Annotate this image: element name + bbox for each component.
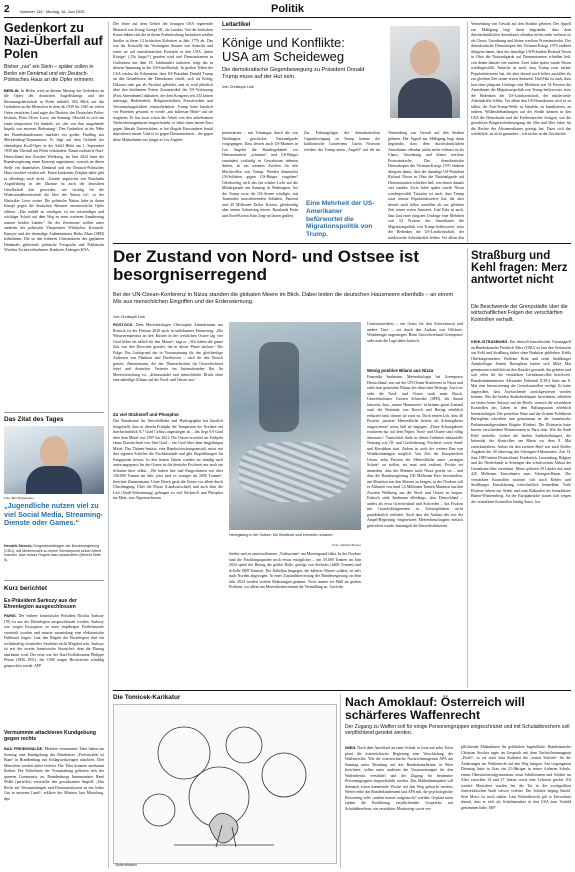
main-col3a: Unterwasserlärm – ein Graus für den Schweinswal und andere Tiere – sei durch den Ausbau von Offshore-Windenergie angestiegen. Beim Umweltverband Greenpeace sieht man die Lage daher kritisch. [367,322,463,343]
zitat-source: Hendrik Streeck, Drogenbeauftragter der Bundesregierung (CDU), will Medienzucht zu einem Schwerpunkt seiner Arbeit machen. Man müsse Regeln dazu ausarbeiten (Bericht Seite 5). [4,544,101,562]
zitat-photo-caption: Foto: Bert Bostelmann [4,496,34,500]
kurz-item2-title: Vermummte attackieren Kundgebung gegen rechts [4,730,96,743]
bottom-col2: pflichtende Maßnahmen für gefährdete Jugendliche. Bundeskanzler Christian Stocker sagte im Gespräch mit dem Nachrichtenmagazin „Profil“, es sei noch kein Kabinett die „ersten Schritte“ für die Änderungen am Waffenrecht auf den Weg bringen. Am vergangenen Dienstag hatte in Graz ein 21-Jähriger in seiner früheren Schule, einem Oberstufenrealgymnasium, neun Schülerinnen und Schüler im Alter zwischen 14 und 17 Jahren sowie eine Lehrerin getötet. Elf weitere Menschen wurden bei der Tat in der zweitgrößten österreichischen Stadt schwer verletzt. Der Schütze beging Suizid. Sein Motiv ist noch unklar. Laut Polizeibericht gilt er Einwohner darauf, dass er sich als Schulmassaker in den USA zum Vorbild genommen habe. AFP [461,745,571,810]
feature-byline: Von Christoph Link [222,85,254,90]
herring-photo-caption: Heringsfang in der Ostsee: Die Bestände sind erheblich reduziert. [229,533,334,537]
main-separator [113,243,571,244]
bottom-col1: WIEN. Nach dem Amoklauf an einer Schule in Graz mit zehn Toten plant die österreichische Regierung eine Verschärfung des Waffenrechts. Wie die österreichische Nachrichtenagentur APA am Samstag unter Berufung auf das Bundeskanzleramt in Wien berichtete, sollen unter anderem die Voraussetzungen für den Waffenbesitz verschärft und der Zugang für bestimmte Personengruppen eingeschränkt werden. Das Maßnahmenpaket soll demnach schon kommende Woche auf den Weg gebracht werden. Weiter teilte das Bundeskanzleramt laut APA mit, die psychologische Bewertung solle „zudem massiv aufgestockt“ werden. Geplant seien zudem die Einführung verpflichtender Gespräche mit Schulabbrechern, ein verstärktes Monitoring sowie ver- [345,745,453,811]
kurz-item2-body: BAD FREIENWALDE. Mehrere vermummte Täter haben am Sonntag eine Kundgebung des Bündnisses „Freienwalde ist Bunt“ in Brandenburg mit Schlagwerkzeugen attackiert. Drei Menschen wurden dabei verletzt. Die Täter konnten unerkannt fliehen. Die Teilnehmer der Veranstaltung gehörten teils der queeren Community an. Brandenburgs Innenminister René Wilke (parteilos) verurteilte den gewaltsamen Angriff: „Das Recht auf Versammlungen und Demonstrationen ist ein hohes Gut in unserem Land“, erklärte der Minister laut Mitteilung. dpa [4,746,104,801]
col2-continuation-text: Der letzte auf dem Gebiet der heutigen USA regierende Monarch war König George III., als Landon. Von der britischen Krone haben sich die in ihrem Freiheitsdrang bestärkten weißen Siedler in ihren 13 britischen Kolonien in Jahr 1776 ab. Das war der Kernzelle der Vereinigten Staaten von Amerika und wenn sie auf amerikanischen Protesten in den USA „keine Könige“ („No kings!“) gerufen wird und Demonstranten in Uniformen aus dem 18. Jahrhundert auftreten, folgt das in diesem Spannung in der US-Gesellschaft. In großen Teilen der USA wächst die Erkenntnis, dass US-Präsident Donald Trump an den Grundfesten der Demokratie rüttelt, sich als König, Diktator oder gar als Faschist gebärdet, und es wird plötzlich über den berühmten Ersten Zusatzartikel der US-Verfassung (First Amendment) diskutiert, der dem Kongress seit 234 Jahren untersagt, Redefreiheit, Religionsfreiheit, Pressefreiheit und Versammlungsfreiheit einzuschränken. Trump hatte kürzlich vor Protesten gewarnt, er werde „mit äußerster Härte“ auf sie reagieren. Er hat zwar schon die Arbeit von den unliebsamen Nachrichtenagenturen eingeschränkt, er führt einen harten Kurs gegen liberale Universitäten, er hat illegale Einwanderer brutal deportieren lassen. Und er ist gegen Demonstranten – die gegen diese Maßnahmen wie jüngst in Los Angeles [113,22,213,142]
art1-body: BERLIN. In Berlin wird an diesem Montag ein Gedenkort an die Opfer des deutschen Angriffskriegs und der Besatzungsherrschaft in Polen enthüllt. Mit Blick auf das Gedenken an die Menschen in dem ab 1939 bis 1945 an vielen Orten zerstörten Land sagte der Direktor des Deutschen Polen-Instituts, Peter Oliver Loew, am Sonntag: Obwohl es sich um einen temporären Ort handele, sei „der von ihm ausgehende Impuls von enormer Bedeutung“. Den Gedenkort in der Nähe des Bundeskanzleramts markiert ein großer Findling aus Mecklenburg-Vorpommern. Er liegt auf dem Gelände der ehemaligen Kroll-Oper, in der Adolf Hitler am 1. September 1939 den Überfall auf Polen verkündete. Damit realisierte Nazi-Deutschland den Zweiten Weltkrieg. Im Juni 2024 hatte die Bundesregierung einen Konzept angestimmt, wonach an dieser Stelle ein dauerhaftes Denkmal und ein Deutsch-Polnisches Haus errichtet werden soll. Einen konkreten Zeitplan dafür gibt es allerdings noch nicht. „Gerade angesichts von Russlands Angriffskrieg in der Ukraine ist auch der deutschen Gesellschaft klar geworden, wie wichtig für die Widerstandsbereitschaft die Idee der Nation ist“, so der Historiker Loew weiter. Die polnische Nation habe in ihrem Kampf gegen die deutschen Besatzer unermessliche Opfer erlitten. „Das enthält zu würdigen, ist ein notwendiger und wichtiger Schritt auf dem Weg zu einer weiteren Annäherung unserer beiden Länder.“ An der Zeremonie wollen unter anderem der polnische Vizepremier Wladyslaw Kosiniak-Kamysz und der ehemalige Außenminister Heiko Maas (SPD) teilnehmen. Die zu den früheren Unterstützern des geplanten Denkmals gehörende polnische Fotografin und Publizistin Wiesław Zwiera teilnehmen. Konkrete Anfragen KNA. [4,87,104,253]
issue-date: Nummer 136 · Montag, 16. Juni 2025 [20,9,85,14]
section-title: Politik [270,3,304,15]
main-col1-subhead: Zu viel Stickstoff und Phosphor [113,412,180,417]
feature-kicker: Leitartikel [222,22,312,30]
strasburg-title: Straßburg und Kehl fragen: Merz antwortet nicht [471,250,568,287]
main-col2: fördert und zu sauerstoffarmen „Todeszonen“ am Meeresgrund führt. In der Nordsee sind die Fischfanguquoten noch etwas erträglicher – mit 55.000 Tonnen im Jahr 2024 spielt der Hering die größte Rolle, gefolgt von Seelachs (4400 Tonnen) und Scholle (800 Tonnen). Der Kabeljau hingegen, der kälteres Wasser schätzt, ist teils nach Norden abgezogen. In einer Zustandsbewertung der Bundesregierung an dem Jahr 2024 werden weitere Belastungen genannt: Noch immer sei Müll im großen Problem, vor allem am Meeresboden nimmt die Vermüllung zu. Auch der [229,552,361,589]
kurz-item1-body: PARIS. Der frühere französische Präsident Nicolas Sarkozy (70) ist aus der Ehrenlegion ausgeschlossen worden. Sarkozy war wegen Korruption zu einer einjährigen Freiheitsstrafe verurteilt worden und musste monatelang eine elektronische Fußfessel tragen. Laut den Regeln der Ehrenlegion darf ein rechtskräftig verurteilter Straftäter nicht Mitglied sein. Sarkozy ist erst der zweite französische Staatschef, dem die Ehrung aberkannt wird. Der erste war der Nazi-Kollaborateur Philippe Pétain (1856–1951), der 1949 wegen Hochverrats schuldig gesprochen wurde. AFP [4,613,104,668]
feature-col1: protestierten – mit Tränengas durch die von Washington geschickte Nationalgarde vorgegangen. Dass derzeit auch US-Marines in Los Angeles die Bundesgebäude vor Demonstranten „schützen“ und US-Bürger zumindest vorläufig in Gewahrsam nehmen dürfen, ist ein weiteres Zeichen für den Machtwillen von Trump. Werden demnächst US-Soldaten gegen US-Bürger vorgehen? Gleichzeitig wirft das ein schales Licht auf die Militärparade am Samstag in Washington, bei der Trump zwar die US-Armee würdigte, mit Tausenden marschierenden Soldaten, Panzern und 45 Millionen Dollar Kosten, gleichzeitig aber seinen Geburtstag feierte. Russlands Putin und Nord-Koreas Kim Jong-un lassen grüßen. [222,131,298,218]
zitat-quote: „Jugendliche nutzen viel zu viel Social Media, Streaming-Dienste oder Games.“ [4,501,104,528]
page-number: 2 [4,4,10,15]
feature-col2-top: Zur Führungsfigur der demokratischen Gegenbewegung zu Trump könnte der kalifornische Gouverneur Gavin Newsom werden, der Trump einen „Angriff“ auf die im [304,131,380,152]
kurz-label: Kurz berichtet [4,585,47,592]
bottom-subtitle: Der Zugang zu Waffen soll für einige Personengruppen eingeschränkt und mit Schulabbrechern soll verpflichtend geredet werden. [345,724,570,737]
feature-col3: Vermeidung von Gewalt auf den Straßen gebeten. Der Appell zur Mäßigung liegt darin begründet, dass dem durchschnittlichen Amerikaner offenbar nichts mehr verhasst ist als Chaos, Unordnung und kleine wertlose Protestmärsche. Der demokratische Demoskopen des Vietnam-Kriegs 1970 endeten übrigens damit, dass der damalige US-Präsident Richard Nixon in Ohio die Nationalgarde auf Demonstranten schießen ließ, von denen damals vier starben. Zwei Jahre später wurde Nixon wiedergewählt. Tatsache ist auch, dass Trump zwar meiste Popularitätswerte hat, die aber derzeit noch höher ausfallen als zur gleichen Zeit seiner ersten Amtszeit. Und Fakt ist auch, dass laut einer jüngsten Umfrage eine Mehrheit von 54 Prozent der Amerikaner die Migrationspolitik von Trump befürwortet, trotz der Bedenken der US-Landwirtschaft, der mittlerweile Arbeitskräfte fehlen. Vor allem den [388,131,464,240]
feature-title: Könige und Konflikte: USA am Scheideweg [222,35,345,64]
bottom-title: Nach Amoklauf: Österreich will schärferes Waffenrecht [345,695,525,722]
herring-photo [229,322,361,530]
cartoon-drawing [113,704,337,864]
main-byline: Von Christoph Link [113,315,145,319]
zitat-label: Das Zitat des Tages [4,416,64,423]
herring-photo-credit: Foto: Ipaclaro Bulmer [332,543,361,547]
header-rule [4,17,571,18]
strasburg-subtitle: Die Beschwerde der Grenzstädte über die wirtschaftlichen Folgen der verschärften Kontrollen verhallt. [471,304,568,323]
kurz-item1-title: Ex-Präsident Sarkozy aus der Ehrenlegion ausgeschlossen [4,598,77,611]
cartoon-caption: Seifenblasen [115,863,137,867]
main-col1b: Das Bundesamt für Seeschifffahrt und Hydrographie hat kürzlich festgestellt, dass in diesem Frühjahr die Temperatur der Nordsee auf durchschnittlich 8,7 Grad Celsius angestiegen ist – das liegt 0,9 Grad über dem Mittel von 1997 bis 2021: Die Ostsee erreichte im Frühjahr einen Durchschnitt von fünf Grad – ein Grad über dem langjährigen Mittel. Das Thünen-Institut, eine Bundesforschungsanstalt, misst mit drei eigenen Schiffen die Fischbestände und gibt Empfehlungen für Fangquoten heraus. In den letzten Jahren wurden sie ständig nach unten angepasst: Im der Ostsee ist die deutsche Fischerei nur noch ein Schatten ihrer selbst. „Wir hatten hier mal Fangvolumen von über 100.000 Tonnen im Jahr, jetzt sind es weniger als 2000 Tonnen“, berichtet Zimmermann. Unter Druck gerät die Ostsee vor allem durch Überdüngung. Über die Flüsse (Landwirtschaft) und auch über die Luft (Stadt-Verbrennung) gelangen zu viel Stickstoff und Phosphor ins Meer, was Algenwachstum [113,419,223,500]
left-column [4,22,104,868]
art1-title: Gedenkort zu Nazi-Überfall auf Polen [4,21,103,62]
streeck-photo [4,426,104,494]
feature-col3-continued: Vermeidung von Gewalt auf den Straßen gebeten. Der Appell zur Mäßigung liegt darin begründet, dass dem durchschnittlichen Amerikaner offenbar nichts mehr verhasst ist als Chaos, Unordnung und kleine wertlose Protestmärsche. Der demokratische Demoskopen des Vietnam-Kriegs 1970 endeten übrigens damit, dass der damalige US-Präsident Richard Nixon in Ohio die Nationalgarde auf Demonstranten schießen ließ, von denen damals vier starben. Zwei Jahre später wurde Nixon wiedergewählt. Tatsache ist auch, dass Trump zwar meiste Popularitätswerte hat, die aber derzeit noch höher ausfallen als zur gleichen Zeit seiner ersten Amtszeit. Und Fakt ist auch, dass laut einer jüngsten Umfrage eine Mehrheit von 54 Prozent der Amerikaner die Migrationspolitik von Trump befürwortet, trotz der Bedenken der US-Landwirtschaft, der mittlerweile Arbeitskräfte fehlen. Vor allem den US-Demokraten wird es zu fallen, die Anti-Trump-Welle zu bündeln, zu kanalisieren, zu ordnen. Willensbekundungen auf der Straße können in den USA die Demokratie und die Freiheitsrechte festigen, wie die gewaltlose Bürgerrechtsbewegung der 50er und 60er Jahre für die Rechte der Afroamerikaner gezeigt hat. Dazu sich das wiederholt, ist nicht garantiert – wie nichts in der Geschichte. [471,22,571,136]
cartoon-svg [114,705,336,863]
main-col3b: Franziska Saalmann, Meeresbiologin bei Greenpeace Deutschland, war auf der UN-Ozean-Konferenz in Nizza und zieht eine gemischte Bilanz des deutschen Beitrags. Auch sie sieht die Nord- und Ostsee stark unter Druck. Umweltminister Carsten Schneider (SPD), der darauf hinweist, dass „unsere Hausmeere“ in keinem guten Zustand sind, die Bestände von Dorsch und Hering erheblich reduziert sind, stimmt sie zwar zu. Doch seinen Lob, dass 46 Prozent „unserer Meeresfläche bereits als Schutzgebiete ausgewiesen“ seien, hält sie dagegen: „Diese Schutzgebiete existieren nur auf dem Papier. Nord- und Ostsee sind völlig übernutzt.“ Tatsächlich finde in diesen Gebieten industrielle Nutzung wie Öl- und Gasförderung, Fischerei sowie Sand- und Kiesabbau statt. Zudem ist auch der weitere Bau von Windkraftanlagen möglich. Von Zeit der Europäischen Union, zehn Prozent der Meeresfläche unter „strengen Schutz“ zu stellen, sei man weit entfernt. Positiv sei immerhin, dass der Minister nach Nizza gereist sei – und dass die Bundesregierung 100 Millionen Euro bereitstellen, um Munition aus den Meeren zu bergen, in der Nordsee soll es Altlasten von rund 1,6 Millionen Tonnen Munition aus den Zweiten Weltkrieg aus der Nord- und Ostsee zu bergen. Kritisch sieht Saalmann allerdings, dass Deutschland – anders als etwa Griechenland und Schweden – das Fischen mit Grundschleppnetzen in Schutzgebieten nicht grundsätzlich verbietet. Auch dass der Ausbau des von der Ampel-Regierung eingesetzten Meeresbeauftragten einfach gestrichen wurde, bemängelt die Umweltschützerin. [367,375,463,528]
feature-pullquote: Eine Mehrheit der US-Amerikaner befürwortet die Migrationspolitik von Trump. [306,200,375,239]
feature-portrait [390,26,460,118]
main-col1: ROSTOCK. Dem Meeresbiologen Christopher Zimmermann aus Rostock ist der Februar 2020 noch in unliebsamer Erinnerung: „Die Wassertemperatur an den Küsten in der westlichen Ostsee lag vier Grad höher als üblich für den Monat“, sagt er. „Wir haben die ganze Zeit von den Dorschen geredet, die in dieser Phase laichen.“ Die Folge: Ein Laichgrund der in Voraussetzung für das gleichzeitige Auftreten von Plankton und Fischlarven – wird für den Dorsch gestört. Zimmermann, der das Thünen-Institut für Ostseefischerei leitet und deutscher Vertreter im Internationalen Rat für Meeresforschung ist, „klimawandel und menschlicher Druck ohne eine unheilige Allianz auf die Nord- und Ostsee aus.“ [113,322,223,382]
main-subtitle: Bei der UN-Ozean-Konferenz in Nizza standen die globalen Meere im Blick. Dabei leiden die deutschen Hausmeere ebenfalls – an einem Mix aus menschlichen Eingriffen und der Erderwärmung. [113,292,454,305]
main-title: Der Zustand von Nord- und Ostsee ist besorgniserregend [113,247,420,284]
strasburg-body: KEHL/STRASBURG. Ein deutsch-französischer Grenzappell an Bundeskanzler Friedrich Merz (CDU) ist laut den Verfassern aus Kehl und Straßburg bisher ohne Reaktion geblieben. Kehls Oberbürgermeister Wolfram Britz und seine Straßburger Amtskollegin Jeanne Barseghian hatten sich Mitte Mai gemeinsam schriftlich an den Kanzler gewandt, ihn gebeten und sich offen für die verstärkten Grenzkontrollen beschwert. Bundesinnenminister Alexander Dobrindt (CSU) hatte am 8. Mai eine Intensivierung der Grenzkontrollen verfügt. Er hatte angeordnet, dass Asylsuchende zurückgewiesen werden können. Wie die beiden Stadtoberhäupter berichteten, erhielten sie bisher keine Antwort auf ihr Briefe, wonach die verstärkten Kontrollen das Leben in dem Ballungsraum erheblich beeinträchtigen. Der parteilose Britz und die Grünen-Politikerin Barseghian schrieben nun gemeinsam an die französische Parlamentsabgeordnete Brigitte Klinkert. Die Elsässerin hatte bereits verschiedene Ministerinnen in Paris inne. Wie die Stadt Kehl mitteilte, fordert die beiden Stadtoberhäupter, die Intensität der Kontrollen am Rhein vor dem 8. Mai zurückzufahren. Anlass für den zweiten Brief war auch Kehler Angaben der 40 Jahrestag des Schengen-Abkommens. Am 14. Juni 1985 hatten Deutschland, Frankreich, Luxemburg, Belgien und die Niederlande in Schengen den schrittweisen Abbau der Grenzkontrollen vereinbart. Heute gehören 29 Länder mit rund 420 Millionen Einwohnern zum Schengen-Raum. Die verstärkten Kontrollen machen sich nach Kehler und Straßburger Einschätzung wirtschaftlich bemerkbar. Viele Elsässer fahren zur Arbeit und zum Einkaufen ins benachbarte Baden-Württemberg. An der Europabrücke stauen sich wegen der verstärkten Kontrollen häufig Autos. lsw [471,339,571,504]
feature-subtitle: Die demokratische Gegenbewegung zu Präsident Donald Trump muss auf der Hut sein. [222,67,365,81]
main-col3-subhead: Wenig positive Bilanz aus Nizza [367,368,434,373]
art1-subtitle: Bisher „nur“ ein Stein – später sollen in Berlin ein Denkmal und ein Deutsch-Polnisches Haus an die Opfer erinnern. [4,64,95,84]
karikatur-label: Die Tomicek-Karikatur [113,694,181,701]
